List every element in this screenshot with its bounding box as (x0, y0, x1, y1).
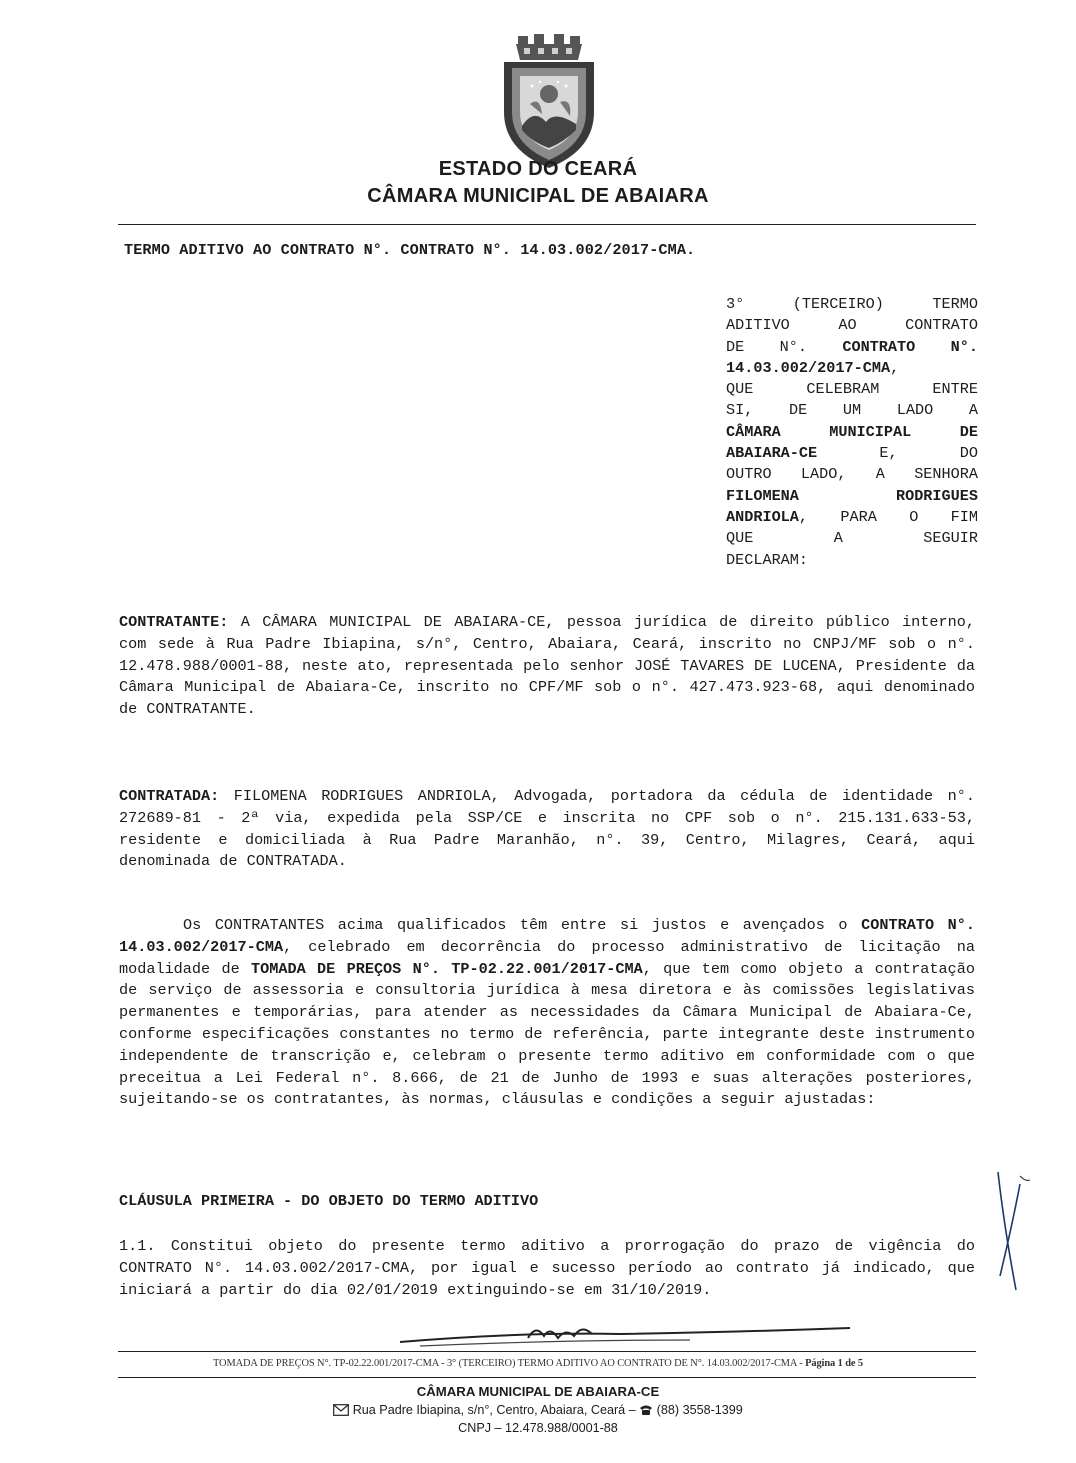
footer-phone: (88) 3558-1399 (653, 1403, 743, 1417)
considerandos-text: Os CONTRATANTES acima qualificados têm entre si justos e avençados o (183, 916, 862, 934)
footer-divider-bottom (118, 1377, 976, 1378)
ementa-line (726, 486, 978, 507)
ementa-line (726, 422, 978, 443)
telephone-icon (639, 1404, 653, 1416)
footer-address (0, 1403, 1076, 1417)
ementa-text: E, DO (817, 444, 978, 463)
footer-chamber: CÂMARA MUNICIPAL DE ABAIARA-CE (416, 1384, 660, 1399)
document-title: TERMO ADITIVO AO CONTRATO N°. CONTRATO N°. 14.03.002/2017-CMA. (124, 241, 696, 259)
margin-initials-scribble (990, 1166, 1040, 1296)
footer-divider-top (118, 1351, 976, 1352)
considerandos-text: , que tem como objeto a contratação de serviço de assessoria e consultoria jurídica à mesa diretora e às comissões legislativas permanentes e temporárias, para atender as necessidades da Câmara Municipal de Abaiara-Ce, conforme especificações constantes no termo de referência, parte integrante deste instrumento independente de transcrição e, celebram o presente termo aditivo em conformidade com o que preceitua a Lei Federal n°. 8.666, de 21 de Junho de 1993 e suas alterações posteriores, sujeitando-se os contratantes, às normas, cláusulas e condições a seguir ajustadas: (119, 959, 975, 1109)
ementa-block (726, 294, 978, 571)
contratante-text: A CÂMARA MUNICIPAL DE ABAIARA-CE, pessoa jurídica de direito público interno, com sede à Rua Padre Ibiapina, s/n°, Centro, Abaiara, Ceará, inscrito no CNPJ/MF sob o n°. 12.478.988/0001-88, neste ato, representada pelo senhor JOSÉ TAVARES DE LUCENA, Presidente da Câmara Municipal de Abaiara-Ce, inscrito no CPF/MF sob o n°. 427.473.923-68, aqui denominado de CONTRATANTE. (119, 613, 975, 719)
state-coat-of-arms-icon (494, 30, 604, 170)
ementa-line (726, 358, 978, 379)
ementa-line: SI, DE UM LADO A (726, 401, 978, 420)
contratada-paragraph (119, 786, 975, 873)
envelope-icon (333, 1404, 349, 1416)
tender-number: TOMADA DE PREÇOS N°. TP-02.22.001/2017-CMA (251, 959, 643, 978)
contratante-paragraph (119, 612, 975, 721)
contract-number: CONTRATO N°. 14.03.002/2017-CMA (119, 916, 975, 956)
ementa-bold: CONTRATO N°. (842, 337, 978, 356)
ementa-line: OUTRO LADO, A SENHORA (726, 465, 978, 484)
footer-reference (0, 1358, 1076, 1369)
ementa-bold: ABAIARA-CE (726, 444, 818, 463)
ementa-line (726, 507, 978, 528)
page-number: Página 1 de 5 (805, 1358, 863, 1369)
ementa-line: DECLARAM: (726, 550, 809, 569)
header-chamber: CÂMARA MUNICIPAL DE ABAIARA (367, 185, 709, 207)
ementa-text: , (890, 358, 900, 377)
considerandos-text: , celebrado em decorrência do processo administrativo de licitação na modalidade de (119, 937, 975, 978)
contratada-text: FILOMENA RODRIGUES ANDRIOLA, Advogada, portadora da cédula de identidade n°. 272689-81 - 2ª via, expedida pela SSP/CE e inscrita no CPF sob o n°. 215.131.633-53, residente e domiciliada à Rua Padre Maranhão, n°. 39, Centro, Milagres, Ceará, aqui denominada de CONTRATADA. (119, 787, 975, 871)
ementa-bold: 14.03.002/2017-CMA (726, 358, 891, 377)
footer-address-text: Rua Padre Ibiapina, s/n°, Centro, Abaiara, Ceará – (349, 1403, 640, 1417)
footer-reference-text: TOMADA DE PREÇOS N°. TP-02.22.001/2017-CMA - 3° (TERCEIRO) TERMO ADITIVO AO CONTRATO DE N°. 14.03.002/2017-CMA - (213, 1358, 806, 1369)
header-state: ESTADO DO CEARÁ (438, 158, 638, 180)
ementa-line: QUE A SEGUIR (726, 529, 978, 548)
contratante-label: CONTRATANTE: (119, 613, 229, 631)
ementa-line: ADITIVO AO CONTRATO (726, 316, 978, 335)
ementa-bold: FILOMENA RODRIGUES (726, 486, 978, 505)
contratada-label: CONTRATADA: (119, 787, 220, 805)
footer-cnpj: CNPJ – 12.478.988/0001-88 (458, 1421, 618, 1435)
ementa-bold: ANDRIOLA (726, 507, 799, 526)
header-divider (118, 224, 976, 225)
ementa-line: 3° (TERCEIRO) TERMO (726, 295, 978, 313)
ementa-text: , PARA O FIM (798, 507, 978, 526)
ementa-bold: CÂMARA MUNICIPAL DE (726, 422, 978, 441)
clause-item: 1.1. Constitui objeto do presente termo aditivo a prorrogação do prazo de vigência do CONTRATO N°. 14.03.002/2017-CMA, por igual e sucesso período ao contrato já indicado, que iniciará a partir do dia 02/01/2019 extinguindo-se em 31/10/2019. (119, 1237, 975, 1299)
ementa-text: DE N°. (726, 337, 843, 356)
ementa-line: QUE CELEBRAM ENTRE (726, 380, 978, 399)
ementa-line (726, 443, 978, 464)
ementa-line (726, 337, 978, 358)
considerandos-paragraph (119, 915, 975, 1111)
clause-title: CLÁUSULA PRIMEIRA - DO OBJETO DO TERMO ADITIVO (119, 1192, 539, 1210)
signature-scribble (360, 1318, 860, 1354)
